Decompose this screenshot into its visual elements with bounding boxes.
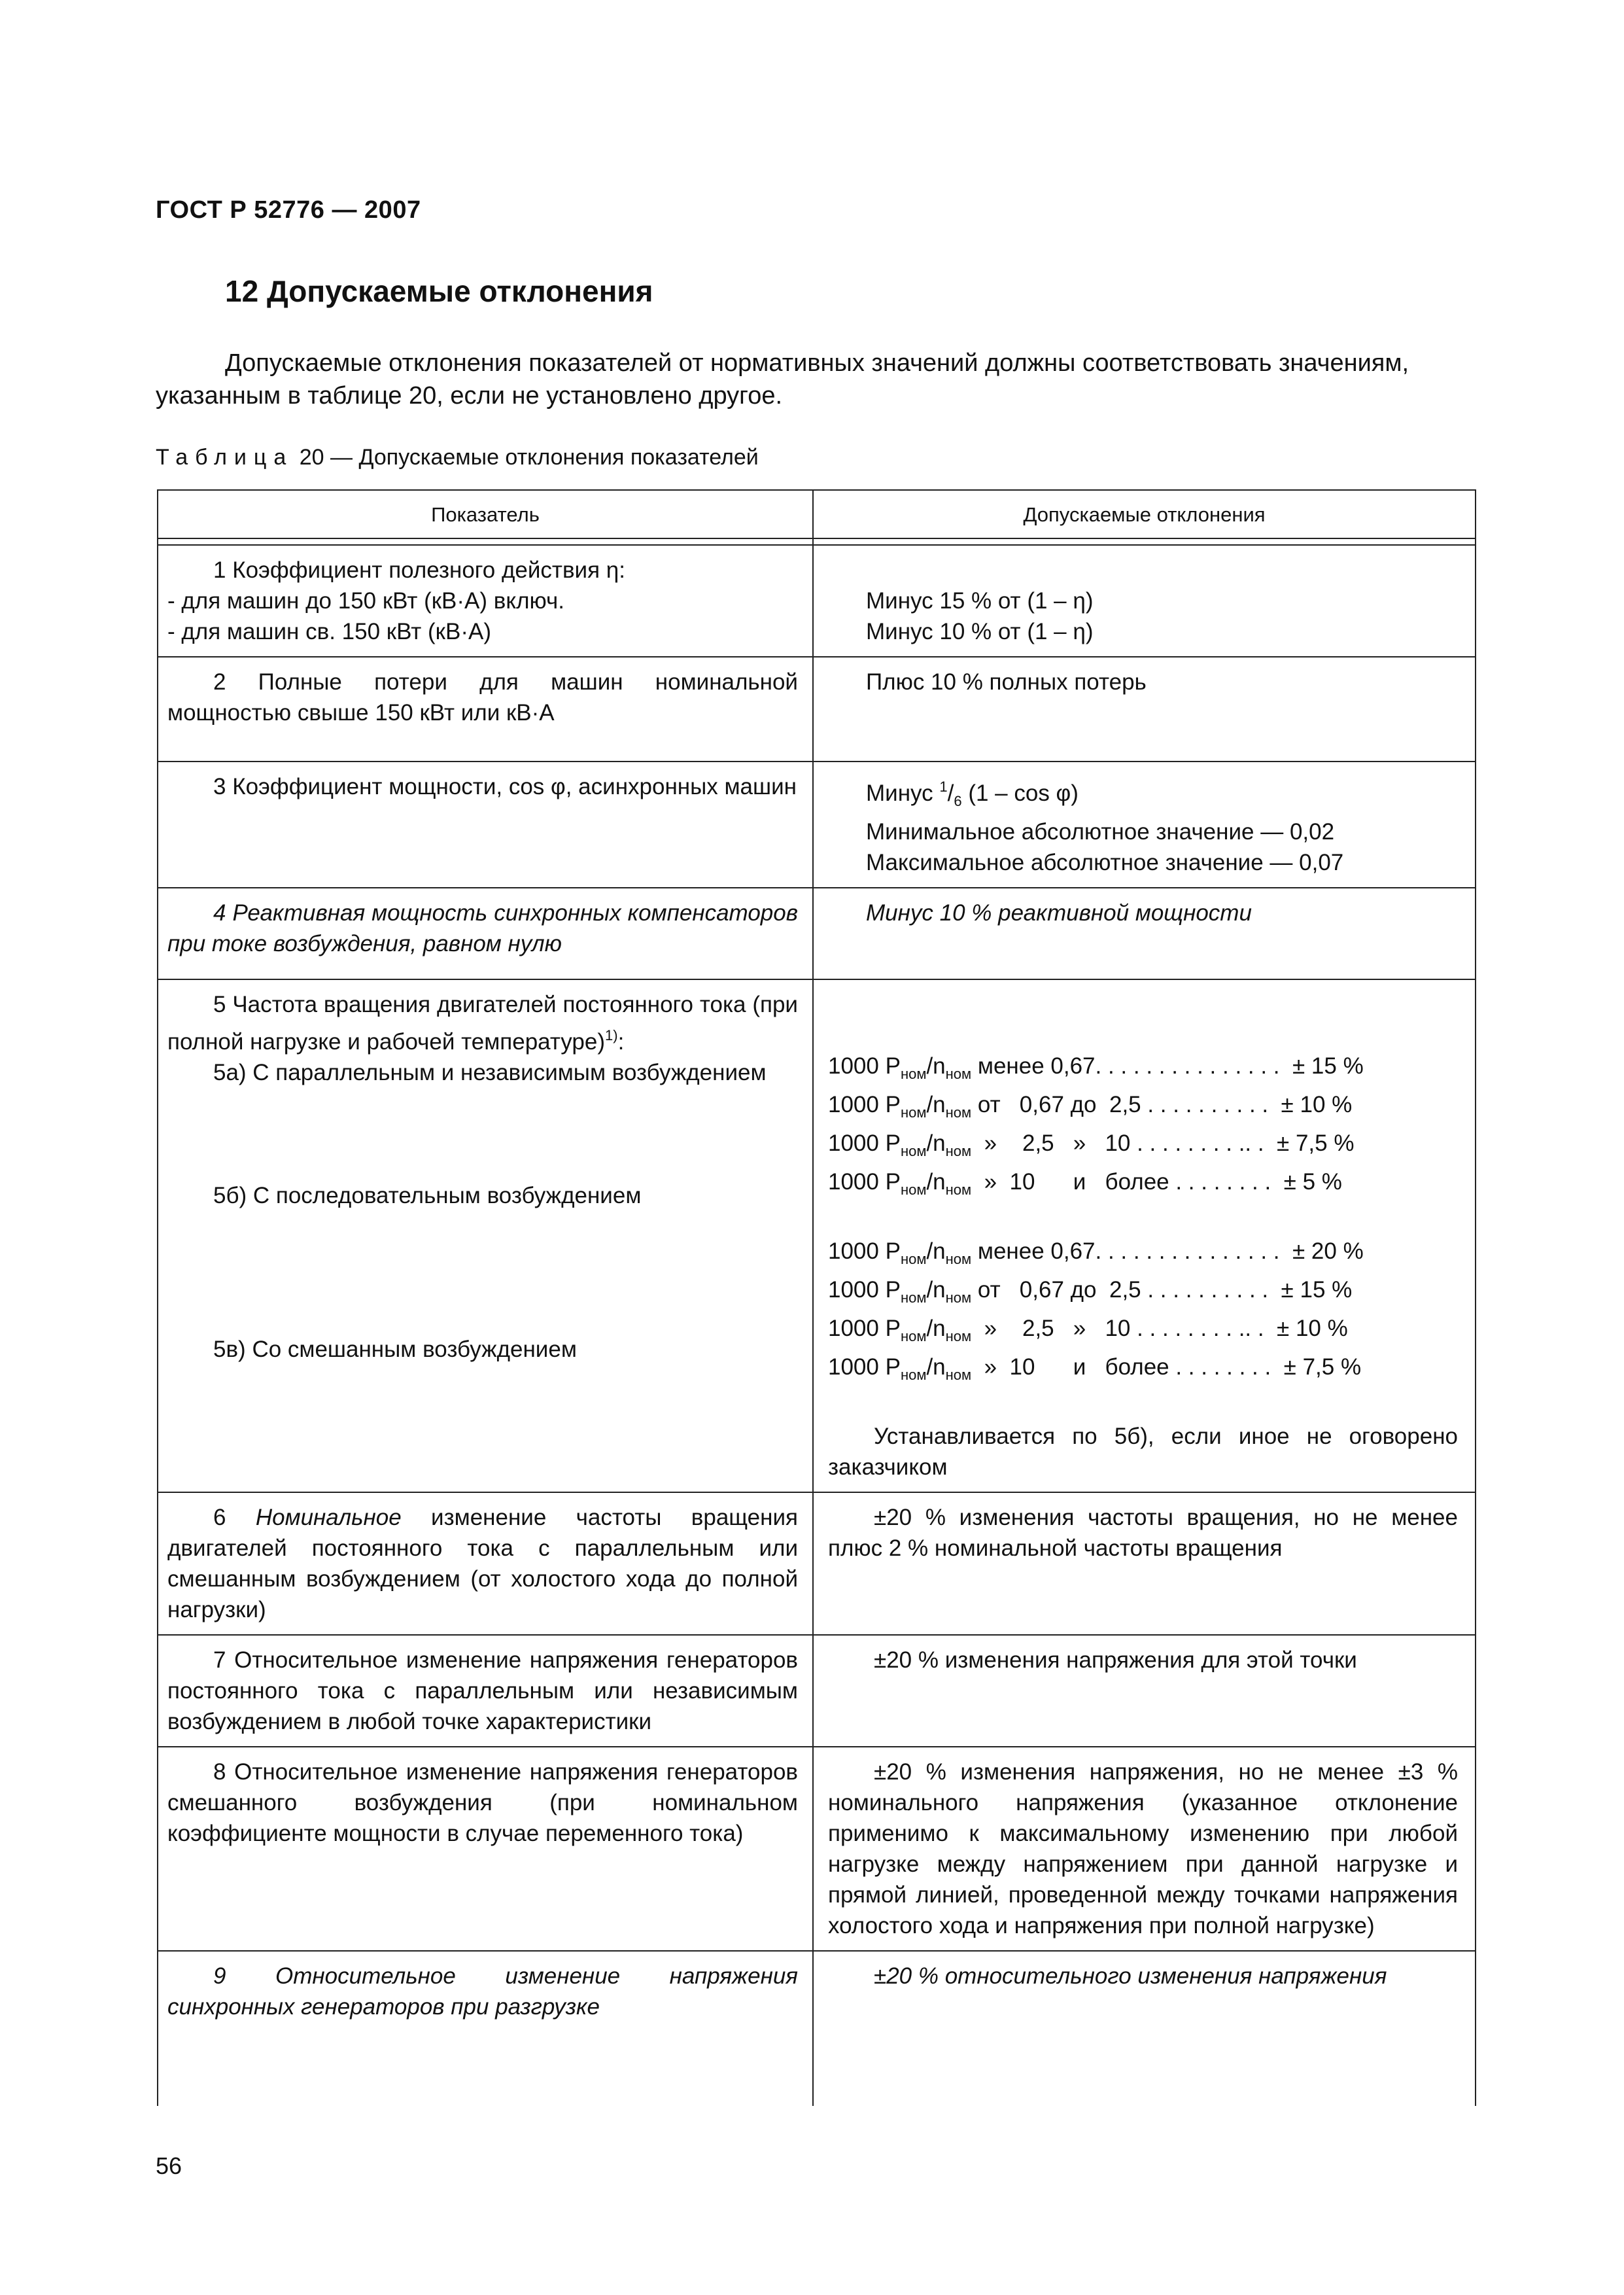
table-row xyxy=(158,1747,1476,1951)
deviations-table xyxy=(157,489,1476,2106)
formula-line: 1000 $P_{ном}/n_{ном}$ от 0,67 до 2,5 . . . . . . . . . . ± 10 % xyxy=(828,1092,1353,1121)
formula-line: 1000 $P_{ном}/n_{ном}$ менее 0,67. . . . . . . . . . . . . . . ± 15 % xyxy=(828,1053,1364,1082)
deviation-cell-7: ±20 % изменения напряжения для этой точки xyxy=(813,1635,1476,1747)
table-row xyxy=(158,888,1476,979)
table-row xyxy=(158,1492,1476,1635)
indicator-cell-5: 5 Частота вращения двигателей постоянного тока (при полной нагрузке и рабочей температуре)$^{1)}$: 5а) С параллельным и независимым возбуждением 5б) С последовательным возбуждением 5в) Со смешанным возбуждением xyxy=(158,979,813,1492)
formula-line: 1000 $P_{ном}/n_{ном}$ » 2,5 » 10 . . . . . . . . .. . ± 10 % xyxy=(828,1316,1348,1344)
document-id: ГОСТ Р 52776 — 2007 xyxy=(156,196,421,224)
intro-paragraph xyxy=(156,347,1477,412)
deviation-cell-2: Плюс 10 % полных потерь xyxy=(813,657,1476,762)
formula-line: 1000 $P_{ном}/n_{ном}$ » 10 и более . . . . . . . . ± 7,5 % xyxy=(828,1354,1362,1383)
table-header-spacer xyxy=(158,538,1476,545)
indicator-cell-9: 9 Относительное изменение напряжения синхронных генераторов при разгрузке xyxy=(158,1951,813,2106)
indicator-cell-3: 3 Коэффициент мощности, cos φ, асинхронных машин xyxy=(158,762,813,888)
deviation-cell-6: ±20 % изменения частоты вращения, но не менее плюс 2 % номинальной частоты вращения xyxy=(813,1492,1476,1635)
column-header-indicator: Показатель xyxy=(158,490,813,538)
table-header-row xyxy=(158,490,1476,538)
formula-line: 1000 $P_{ном}/n_{ном}$ менее 0,67. . . . . . . . . . . . . . . ± 20 % xyxy=(828,1238,1364,1267)
column-header-deviation: Допускаемые отклонения xyxy=(813,490,1476,538)
indicator-cell-4: 4 Реактивная мощность синхронных компенсаторов при токе возбуждения, равном нулю xyxy=(158,888,813,979)
indicator-cell-2: 2 Полные потери для машин номинальной мощностью свыше 150 кВт или кВ·А xyxy=(158,657,813,762)
table-row xyxy=(158,979,1476,1492)
formula-line: 1000 $P_{ном}/n_{ном}$ » 2,5 » 10 . . . . . . . . .. . ± 7,5 % xyxy=(828,1130,1355,1159)
formula-line: 1000 $P_{ном}/n_{ном}$ » 10 и более . . . . . . . . ± 5 % xyxy=(828,1169,1342,1198)
table-caption xyxy=(156,445,759,470)
deviation-cell-4: Минус 10 % реактивной мощности xyxy=(813,888,1476,979)
table-caption-label: Таблица xyxy=(156,445,294,470)
indicator-cell-1: 1 Коэффициент полезного действия η: - для машин до 150 кВт (кВ·А) включ. - для машин св. 150 кВт (кВ·А) xyxy=(158,545,813,657)
intro-line-2: указанным в таблице 20, если не установлено другое. xyxy=(156,382,783,410)
indicator-cell-7: 7 Относительное изменение напряжения генераторов постоянного тока с параллельным или независимым возбуждением в любой точке характеристики xyxy=(158,1635,813,1747)
intro-line-1: Допускаемые отклонения показателей от нормативных значений должны соответствовать значениям, xyxy=(225,349,1409,377)
deviation-cell-1: Минус 15 % от (1 – η) Минус 10 % от (1 – η) xyxy=(813,545,1476,657)
deviation-cell-3: Минус $^1/_6$ (1 – cos φ) Минимальное абсолютное значение — 0,02 Максимальное абсолютное значение — 0,07 xyxy=(813,762,1476,888)
indicator-cell-6: 6 Номинальное изменение частоты вращения двигателей постоянного тока с параллельным или смешанным возбуждением (от холостого хода до полной нагрузки) xyxy=(158,1492,813,1635)
deviation-cell-9: ±20 % относительного изменения напряжения xyxy=(813,1951,1476,2106)
formula-line: 1000 $P_{ном}/n_{ном}$ от 0,67 до 2,5 . . . . . . . . . . ± 15 % xyxy=(828,1277,1353,1306)
indicator-cell-8: 8 Относительное изменение напряжения генераторов смешанного возбуждения (при номинальном коэффициенте мощности в случае переменного тока) xyxy=(158,1747,813,1951)
table-caption-text: 20 — Допускаемые отклонения показателей xyxy=(293,445,759,470)
table-row xyxy=(158,1951,1476,2106)
table-row xyxy=(158,1635,1476,1747)
deviation-cell-5: 1000 $P_{ном}/n_{ном}$ менее 0,67. . . . . . . . . . . . . . . ± 15 % 1000 $P_{ном}/n_{ном}$ от 0,67 до 2,5 . . . . . . . . . . ± 10 % 1000 $P_{ном}/n_{ном}$ » 2,5 » 10 . . . . . . . . .. . ± 7,5 % 1000 $P_{ном}/n_{ном}$ » 10 и более . . . . . . . . ± 5 % 1000 $P_{ном}/n_{ном}$ менее 0,67. . . . . . . . . . . . . . . ± 20 % 1000 $P_{ном}/n_{ном}$ от 0,67 до 2,5 . . . . . . . . . . ± 15 % 1000 $P_{ном}/n_{ном}$ » 2,5 » 10 . . . . . . . . .. . ± 10 % 1000 $P_{ном}/n_{ном}$ » 10 и более . . . . . . . . ± 7,5 % Устанавливается по 5б), если иное не оговорено заказчиком xyxy=(813,979,1476,1492)
table-row xyxy=(158,545,1476,657)
section-title: 12 Допускаемые отклонения xyxy=(225,274,653,308)
table-row xyxy=(158,762,1476,888)
page-number: 56 xyxy=(156,2152,182,2179)
deviation-cell-8: ±20 % изменения напряжения, но не менее ±3 % номинального напряжения (указанное отклонение применимо к максимальному изменению при любой нагрузке между напряжением при данной нагрузке и прямой линией, проведенной между точками напряжения холостого хода и напряжения при полной нагрузке) xyxy=(813,1747,1476,1951)
table-row xyxy=(158,657,1476,762)
